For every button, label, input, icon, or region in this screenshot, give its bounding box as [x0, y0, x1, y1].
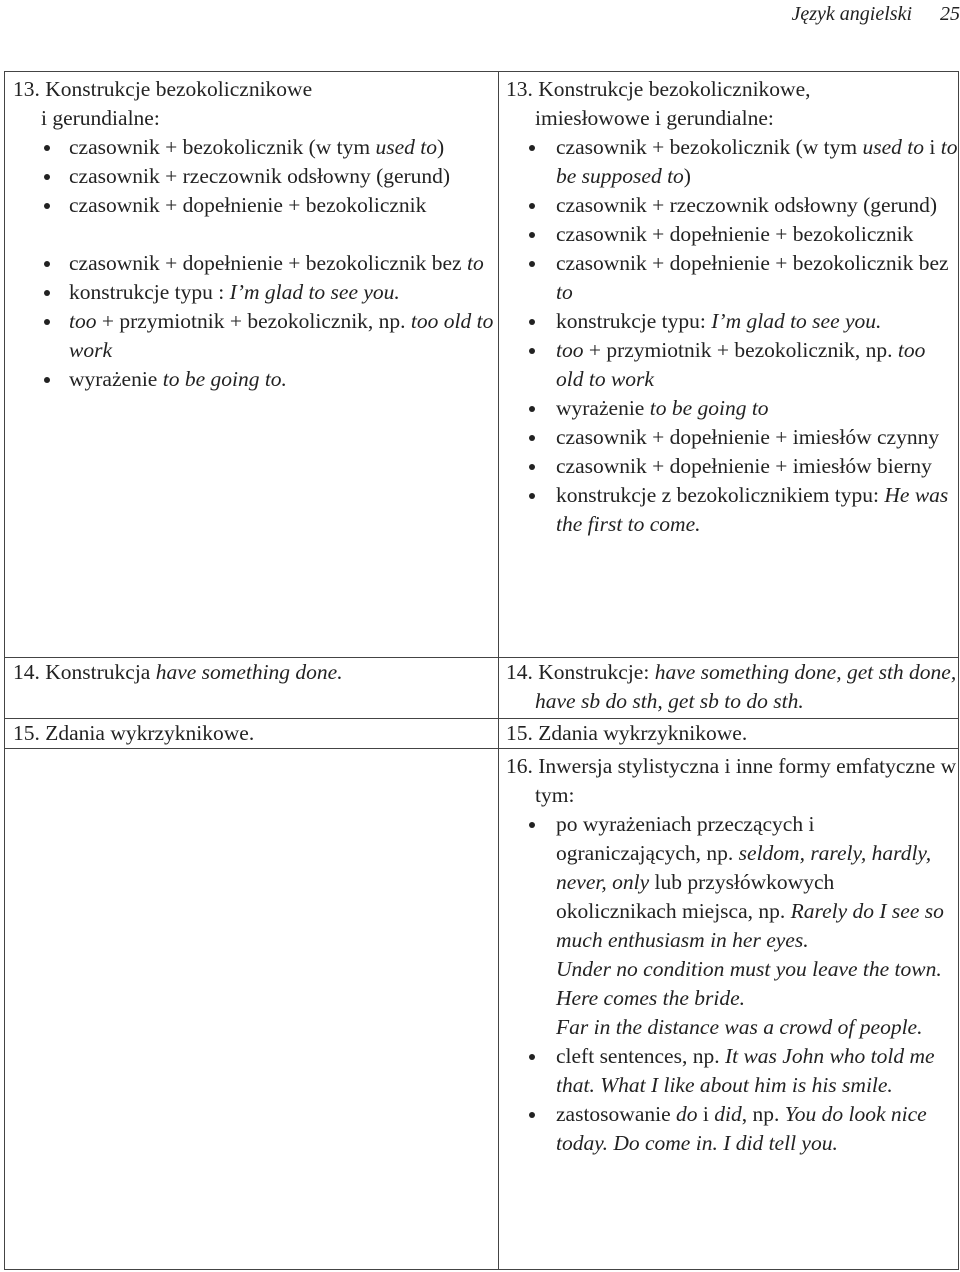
page-header: [0, 0, 960, 30]
list-item: czasownik + bezokolicznik (w tym used to i to be supposed to): [556, 133, 958, 191]
header-title: Język angielski: [791, 3, 912, 25]
table-row: [5, 72, 959, 658]
section-heading: 14. Konstrukcja have something done.: [13, 660, 343, 684]
list-item: czasownik + dopełnienie + bezokolicznik bez to: [69, 249, 498, 278]
list-item: czasownik + dopełnienie + bezokolicznik: [69, 191, 498, 220]
list-item: too + przymiotnik + bezokolicznik, np. too old to work: [556, 336, 958, 394]
table-row: [5, 658, 959, 719]
right-cell-14: [499, 658, 959, 719]
left-cell-15: [5, 719, 499, 749]
section-heading: 14. Konstrukcje: have something done, get sth done, have sb do sth, get sb to do sth.: [506, 660, 957, 713]
list-item: zastosowanie do i did, np. You do look nice today. Do come in. I did tell you.: [556, 1100, 958, 1158]
list-item: konstrukcje z bezokolicznikiem typu: He was the first to come.: [556, 481, 958, 539]
table-row: [5, 749, 959, 1270]
curriculum-table: [4, 71, 959, 1270]
right-cell-15: [499, 719, 959, 749]
list-item: too + przymiotnik + bezokolicznik, np. too old to work: [69, 307, 498, 365]
list-item: konstrukcje typu : I’m glad to see you.: [69, 278, 498, 307]
section-heading: 15. Zdania wykrzyknikowe.: [13, 721, 255, 745]
list-item: czasownik + dopełnienie + bezokolicznik bez to: [556, 249, 958, 307]
right-cell-13: [499, 72, 959, 658]
section-heading: 15. Zdania wykrzyknikowe.: [506, 721, 748, 745]
bullet-list: [499, 133, 958, 539]
list-item: czasownik + rzeczownik odsłowny (gerund): [556, 191, 958, 220]
section-heading: 13. Konstrukcje bezokolicznikowe i gerundialne:: [13, 77, 313, 130]
bullet-list: [499, 810, 958, 1158]
right-cell-16: [499, 749, 959, 1270]
list-item: czasownik + dopełnienie + imiesłów bierny: [556, 452, 958, 481]
list-item: po wyrażeniach przeczących i ograniczających, np. seldom, rarely, hardly, never, only lub przysłówkowych okolicznikach miejsca, np. Rarely do I see so much enthusiasm in her eyes. Under no condition must you leave the town. Here comes the bride. Far in the distance was a crowd of people.: [556, 810, 958, 1042]
left-cell-13: [5, 72, 499, 658]
list-item: cleft sentences, np. It was John who told me that. What I like about him is his smile.: [556, 1042, 958, 1100]
list-item: czasownik + dopełnienie + bezokolicznik: [556, 220, 958, 249]
section-heading: 13. Konstrukcje bezokolicznikowe, imiesłowowe i gerundialne:: [506, 77, 811, 130]
list-item: wyrażenie to be going to: [556, 394, 958, 423]
bullet-list: [5, 133, 498, 394]
list-item: czasownik + bezokolicznik (w tym used to): [69, 133, 498, 162]
list-item: wyrażenie to be going to.: [69, 365, 498, 394]
list-item: czasownik + rzeczownik odsłowny (gerund): [69, 162, 498, 191]
list-item: czasownik + dopełnienie + imiesłów czynny: [556, 423, 958, 452]
page-number: 25: [940, 3, 960, 25]
left-cell-16-empty: [5, 749, 499, 1270]
list-item: konstrukcje typu: I’m glad to see you.: [556, 307, 958, 336]
left-cell-14: [5, 658, 499, 719]
table-row: [5, 719, 959, 749]
section-heading: 16. Inwersja stylistyczna i inne formy emfatyczne w tym:: [506, 754, 957, 807]
